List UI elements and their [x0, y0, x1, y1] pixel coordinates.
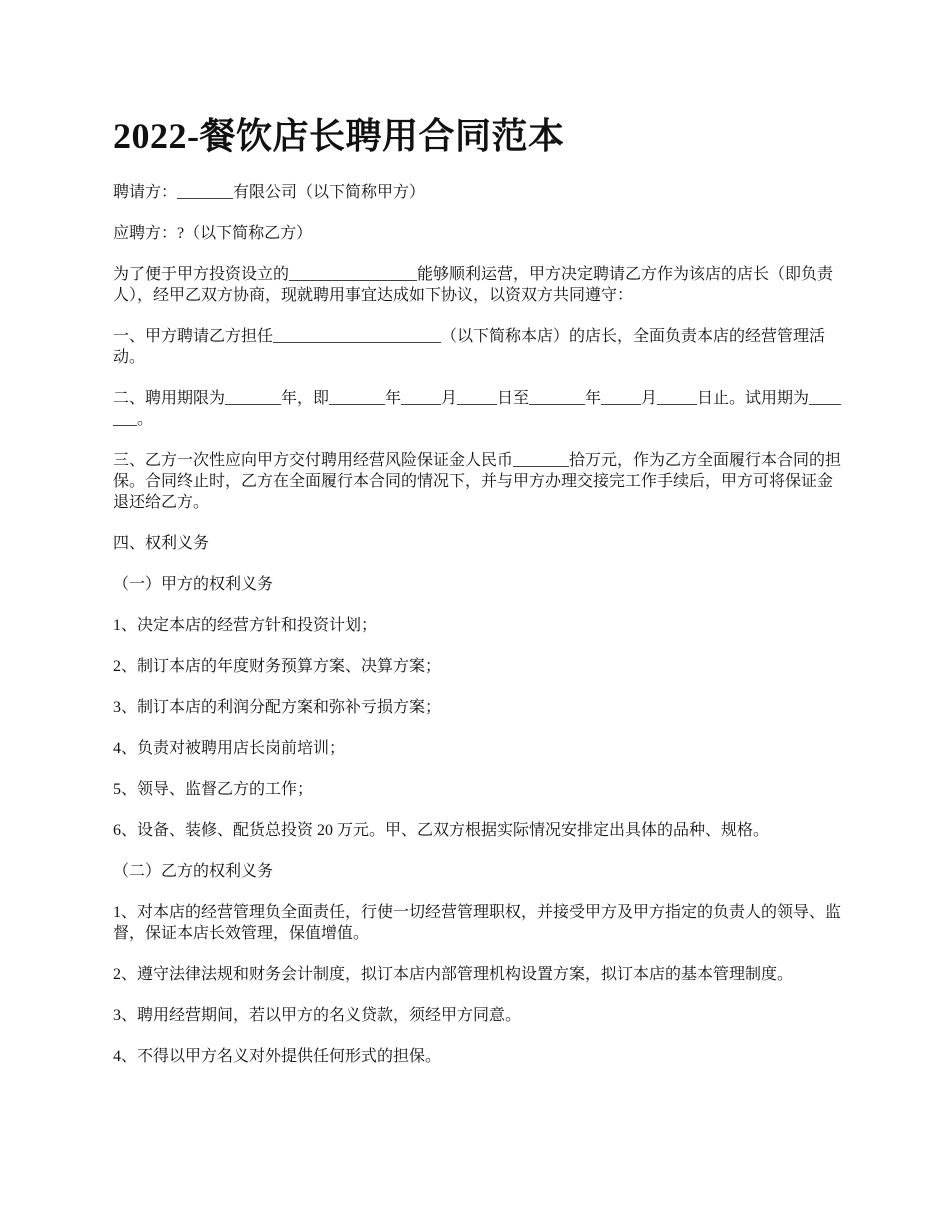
paragraph-preamble: 为了便于甲方投资设立的________________能够顺利运营，甲方决定聘请乙方作为该店的店长（即负责人），经甲乙双方协商，现就聘用事宜达成如下协议，以资双方共同遵守：: [113, 266, 834, 304]
subsection-heading-party-a: （一）甲方的权利义务: [113, 576, 274, 593]
list-item-party-b-2: 2、遵守法律法规和财务会计制度，拟订本店内部管理机构设置方案，拟订本店的基本管理制度。: [113, 966, 794, 983]
list-item-party-a-4: 4、负责对被聘用店长岗前培训；: [113, 740, 346, 757]
list-item-party-b-1: 1、对本店的经营管理负全面责任，行使一切经营管理职权，并接受甲方及甲方指定的负责人的领导、监督，保证本店长效管理，保值增值。: [113, 904, 842, 942]
paragraph-clause-2: 二、聘用期限为_______年，即_______年_____月_____日至_______年_____月_____日止。试用期为_______。: [113, 390, 842, 428]
list-item-party-a-3: 3、制订本店的利润分配方案和弥补亏损方案；: [113, 699, 442, 716]
list-item-party-b-3: 3、聘用经营期间，若以甲方的名义贷款，须经甲方同意。: [113, 1007, 522, 1024]
document-body: [113, 182, 848, 1087]
paragraph-clause-1: 一、甲方聘请乙方担任_____________________（以下简称本店）的店长，全面负责本店的经营管理活动。: [113, 328, 826, 366]
document-title: 2022-餐饮店长聘用合同范本: [113, 116, 565, 156]
section-heading-rights: 四、权利义务: [113, 535, 210, 552]
list-item-party-a-1: 1、决定本店的经营方针和投资计划；: [113, 617, 378, 634]
list-item-party-a-2: 2、制订本店的年度财务预算方案、决算方案；: [113, 658, 442, 675]
paragraph-hiring-party: 聘请方：_______有限公司（以下简称甲方）: [113, 184, 426, 201]
list-item-party-a-6: 6、设备、装修、配货总投资 20 万元。甲、乙双方根据实际情况安排定出具体的品种、规格。: [113, 822, 770, 839]
list-item-party-b-4: 4、不得以甲方名义对外提供任何形式的担保。: [113, 1048, 442, 1065]
paragraph-applicant: 应聘方：?（以下简称乙方）: [113, 225, 313, 242]
subsection-heading-party-b: （二）乙方的权利义务: [113, 863, 274, 880]
list-item-party-a-5: 5、领导、监督乙方的工作；: [113, 781, 314, 798]
paragraph-clause-3: 三、乙方一次性应向甲方交付聘用经营风险保证金人民币_______拾万元，作为乙方全面履行本合同的担保。合同终止时，乙方在全面履行本合同的情况下，并与甲方办理交接完工作手续后，甲方可将保证金退还给乙方。: [113, 452, 842, 511]
